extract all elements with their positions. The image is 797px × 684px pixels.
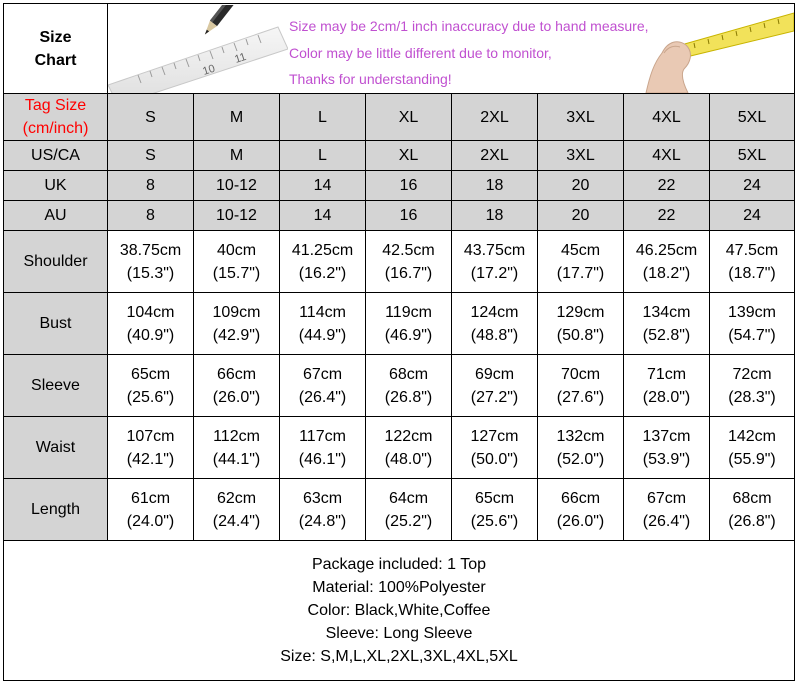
table-cell: 129cm (50.8") — [538, 293, 624, 355]
info-color: Color: Black,White,Coffee — [307, 602, 491, 619]
info-size: Size: S,M,L,XL,2XL,3XL,4XL,5XL — [280, 648, 518, 665]
table-cell: XL — [366, 141, 452, 171]
info-package: Package included: 1 Top — [311, 556, 487, 573]
table-cell: 122cm (48.0") — [366, 417, 452, 479]
row-label-sleeve: Sleeve — [4, 355, 108, 417]
title-line-1: Size — [39, 28, 72, 46]
table-cell: 64cm (25.2") — [366, 479, 452, 541]
table-row — [4, 293, 795, 355]
table-cell: 67cm (26.4") — [624, 479, 710, 541]
table-cell: 18 — [452, 201, 538, 231]
table-cell: 22 — [624, 201, 710, 231]
table-cell: 109cm (42.9") — [194, 293, 280, 355]
row-label-uk: UK — [4, 171, 108, 201]
info-sleeve: Sleeve: Long Sleeve — [325, 625, 473, 642]
table-cell: 8 — [108, 171, 194, 201]
table-cell: 104cm (40.9") — [108, 293, 194, 355]
info-material: Material: 100%Polyester — [312, 579, 486, 596]
table-cell: 119cm (46.9") — [366, 293, 452, 355]
table-cell: 14 — [280, 171, 366, 201]
table-cell: 3XL — [538, 141, 624, 171]
table-cell: L — [280, 141, 366, 171]
table-row — [4, 479, 795, 541]
row-label-waist: Waist — [4, 417, 108, 479]
table-cell: 69cm (27.2") — [452, 355, 538, 417]
table-cell: 66cm (26.0") — [194, 355, 280, 417]
svg-text:11: 11 — [233, 50, 248, 66]
table-cell: 47.5cm (18.7") — [710, 231, 795, 293]
table-cell: 65cm (25.6") — [452, 479, 538, 541]
table-cell: 10-12 — [194, 201, 280, 231]
table-cell: 24 — [710, 201, 795, 231]
row-label-bust: Bust — [4, 293, 108, 355]
table-cell: 8 — [108, 201, 194, 231]
table-cell: 67cm (26.4") — [280, 355, 366, 417]
note-color-monitor: Color may be little different due to monitor, — [289, 44, 552, 61]
size-header-cell: L — [280, 94, 366, 141]
table-cell: 124cm (48.8") — [452, 293, 538, 355]
size-header-cell: 3XL — [538, 94, 624, 141]
table-cell: 63cm (24.8") — [280, 479, 366, 541]
ruler-pen-illustration-icon — [108, 5, 288, 93]
table-cell: 68cm (26.8") — [366, 355, 452, 417]
hand-tape-measure-icon — [644, 5, 794, 93]
table-row — [4, 231, 795, 293]
table-cell: 14 — [280, 201, 366, 231]
product-info — [4, 541, 795, 681]
table-cell: 10-12 — [194, 171, 280, 201]
table-cell: 65cm (25.6") — [108, 355, 194, 417]
table-cell: M — [194, 141, 280, 171]
row-label-au: AU — [4, 201, 108, 231]
table-cell: 16 — [366, 171, 452, 201]
table-cell: 45cm (17.7") — [538, 231, 624, 293]
table-cell: 117cm (46.1") — [280, 417, 366, 479]
size-header-cell: 2XL — [452, 94, 538, 141]
table-row — [4, 141, 795, 171]
header-row — [4, 4, 795, 94]
table-cell: 24 — [710, 171, 795, 201]
table-row — [4, 171, 795, 201]
note-thanks: Thanks for understanding! — [289, 70, 452, 87]
table-cell: 114cm (44.9") — [280, 293, 366, 355]
table-cell: 43.75cm (17.2") — [452, 231, 538, 293]
table-cell: 38.75cm (15.3") — [108, 231, 194, 293]
table-cell: 5XL — [710, 141, 795, 171]
table-cell: 137cm (53.9") — [624, 417, 710, 479]
size-header-cell: S — [108, 94, 194, 141]
table-cell: 42.5cm (16.7") — [366, 231, 452, 293]
table-cell: 72cm (28.3") — [710, 355, 795, 417]
table-cell: 71cm (28.0") — [624, 355, 710, 417]
table-cell: 112cm (44.1") — [194, 417, 280, 479]
table-cell: 20 — [538, 171, 624, 201]
row-label-length: Length — [4, 479, 108, 541]
size-header-cell: 5XL — [710, 94, 795, 141]
table-cell: S — [108, 141, 194, 171]
chart-title — [4, 4, 108, 94]
table-cell: 68cm (26.8") — [710, 479, 795, 541]
tag-size-row — [4, 94, 795, 141]
table-cell: 18 — [452, 171, 538, 201]
table-cell: 40cm (15.7") — [194, 231, 280, 293]
table-cell: 2XL — [452, 141, 538, 171]
notice-banner — [108, 4, 795, 94]
info-row — [4, 541, 795, 681]
size-chart-table — [3, 3, 795, 681]
note-hand-measure: Size may be 2cm/1 inch inaccuracy due to hand measure, — [289, 17, 649, 34]
table-cell: 22 — [624, 171, 710, 201]
table-row — [4, 355, 795, 417]
svg-text:10: 10 — [201, 62, 217, 78]
table-row — [4, 417, 795, 479]
row-label-shoulder: Shoulder — [4, 231, 108, 293]
tag-size-label: Tag Size (cm/inch) — [4, 94, 108, 141]
table-cell: 46.25cm (18.2") — [624, 231, 710, 293]
table-cell: 61cm (24.0") — [108, 479, 194, 541]
table-cell: 134cm (52.8") — [624, 293, 710, 355]
table-cell: 20 — [538, 201, 624, 231]
table-cell: 142cm (55.9") — [710, 417, 795, 479]
table-cell: 62cm (24.4") — [194, 479, 280, 541]
table-cell: 132cm (52.0") — [538, 417, 624, 479]
row-label-us-ca: US/CA — [4, 141, 108, 171]
size-header-cell: 4XL — [624, 94, 710, 141]
table-row — [4, 201, 795, 231]
size-header-cell: XL — [366, 94, 452, 141]
title-line-2: Chart — [34, 51, 77, 69]
table-cell: 107cm (42.1") — [108, 417, 194, 479]
table-cell: 41.25cm (16.2") — [280, 231, 366, 293]
table-cell: 139cm (54.7") — [710, 293, 795, 355]
size-header-cell: M — [194, 94, 280, 141]
table-cell: 66cm (26.0") — [538, 479, 624, 541]
table-cell: 70cm (27.6") — [538, 355, 624, 417]
table-cell: 4XL — [624, 141, 710, 171]
table-cell: 127cm (50.0") — [452, 417, 538, 479]
table-cell: 16 — [366, 201, 452, 231]
